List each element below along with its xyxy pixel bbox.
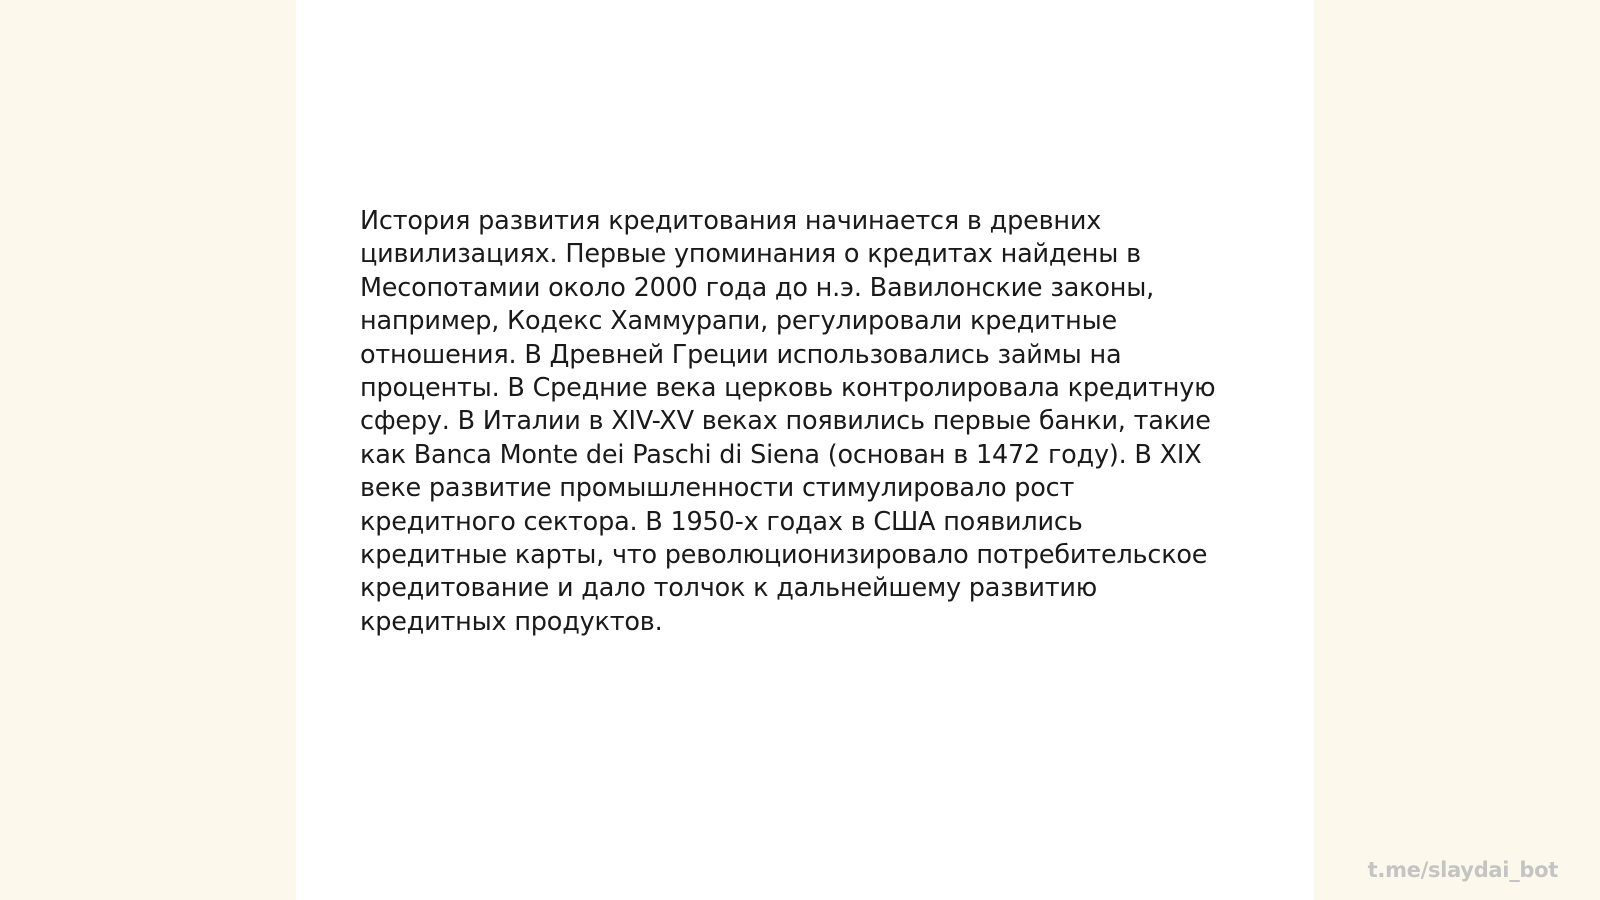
body-text-line: кредитные карты, что революционизировало потребительское <box>360 540 1208 571</box>
watermark-link[interactable]: t.me/slaydai_bot <box>1367 858 1558 882</box>
slide-body-text <box>360 205 1260 639</box>
body-text-line: отношения. В Древней Греции использовались займы на <box>360 339 1122 370</box>
body-text-line: кредитование и дало толчок к дальнейшему развитию <box>360 573 1098 604</box>
slide-canvas <box>296 0 1314 900</box>
body-text-line: Месопотамии около 2000 года до н.э. Вавилонские законы, <box>360 272 1155 303</box>
body-text-line: кредитных продуктов. <box>360 606 663 637</box>
body-text-line: как Banca Monte dei Paschi di Siena (основан в 1472 году). В XIX <box>360 439 1202 470</box>
body-text-line: История развития кредитования начинается в древних <box>360 206 1102 236</box>
body-text-line: цивилизациях. Первые упоминания о кредитах найдены в <box>360 239 1141 270</box>
body-text-line: сферу. В Италии в XIV-XV веках появились первые банки, такие <box>360 406 1211 437</box>
body-text-line: например, Кодекс Хаммурапи, регулировали кредитные <box>360 306 1118 337</box>
body-text-line: проценты. В Средние века церковь контролировала кредитную <box>360 373 1216 404</box>
body-text-line: веке развитие промышленности стимулировало рост <box>360 473 1075 504</box>
body-text-line: кредитного сектора. В 1950-х годах в США появились <box>360 506 1083 537</box>
